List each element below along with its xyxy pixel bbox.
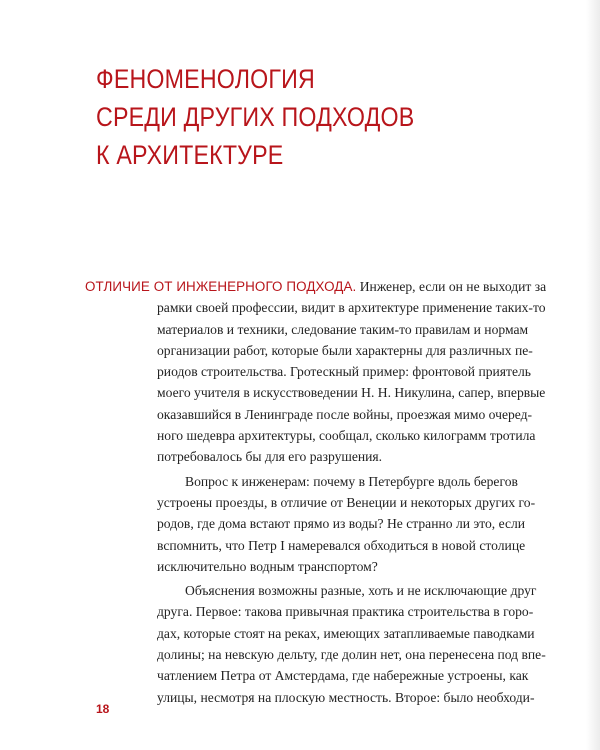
paragraph-line: моего учителя в искусствоведении Н. Н. Никулина, сапер, впервые [157,385,546,401]
paragraph-line [85,276,548,297]
page-edge-shadow [586,0,600,750]
paragraph-line: исключительно водным транспортом? [157,558,378,574]
paragraph-line: риодов строительства. Гротескный пример: фронтовой приятель [157,364,532,380]
paragraph-line: долины; на невскую дельту, где долин нет, она перенесена под впе- [157,647,546,663]
paragraph-body [96,297,548,467]
paragraph [96,580,548,708]
paragraph-line: организации работ, которые были характерны для различных пе- [157,342,533,358]
chapter-title [96,60,457,174]
chapter-title-line: СРЕДИ ДРУГИХ ПОДХОДОВ [96,102,415,132]
body-text [85,276,548,708]
paragraph-line: чатлением Петра от Амстердама, где набережные устроены, как [157,668,529,684]
paragraph-line: дах, которые стоят на реках, имеющих затапливаемые паводками [157,625,535,641]
paragraph-line-text: Инженер, если он не выходит за [356,279,547,294]
paragraph-line: родов, где дома встают прямо из воды? Не странно ли это, если [157,516,526,532]
paragraph [96,471,548,577]
paragraph-line: материалов и техники, следование таким-то правилам и нормам [157,321,529,337]
paragraph [85,276,548,468]
paragraph-line: оказавшийся в Ленинграде после войны, проезжая мимо очеред- [157,406,533,422]
chapter-title-line: К АРХИТЕКТУРЕ [96,140,284,170]
chapter-title-line: ФЕНОМЕНОЛОГИЯ [96,64,315,94]
paragraph-line: Вопрос к инженерам: почему в Петербурге вдоль берегов [185,473,518,489]
paragraph-line: друга. Первое: такова привычная практика строительства в горо- [157,604,534,620]
paragraph-line: вспомнить, что Петр I намеревался обходиться в новой столице [157,537,526,553]
paragraph-line: устроены проезды, в отличие от Венеции и некоторых других го- [157,494,536,510]
page-number: 18 [96,702,110,716]
paragraph-line: Объяснения возможны разные, хоть и не исключающие друг [185,583,537,599]
paragraph-line: ного шедевра архитектуры, сообщал, сколько килограмм тротила [157,428,536,444]
paragraph-line: улицы, несмотря на плоскую местность. Второе: было необходи- [157,689,535,705]
paragraph-line: потребовалось бы для его разрушения. [157,449,383,465]
section-heading: ОТЛИЧИЕ ОТ ИНЖЕНЕРНОГО ПОДХОДА. [85,279,357,294]
paragraph-line: рамки своей профессии, видит в архитектуре применение таких-то [157,300,546,316]
